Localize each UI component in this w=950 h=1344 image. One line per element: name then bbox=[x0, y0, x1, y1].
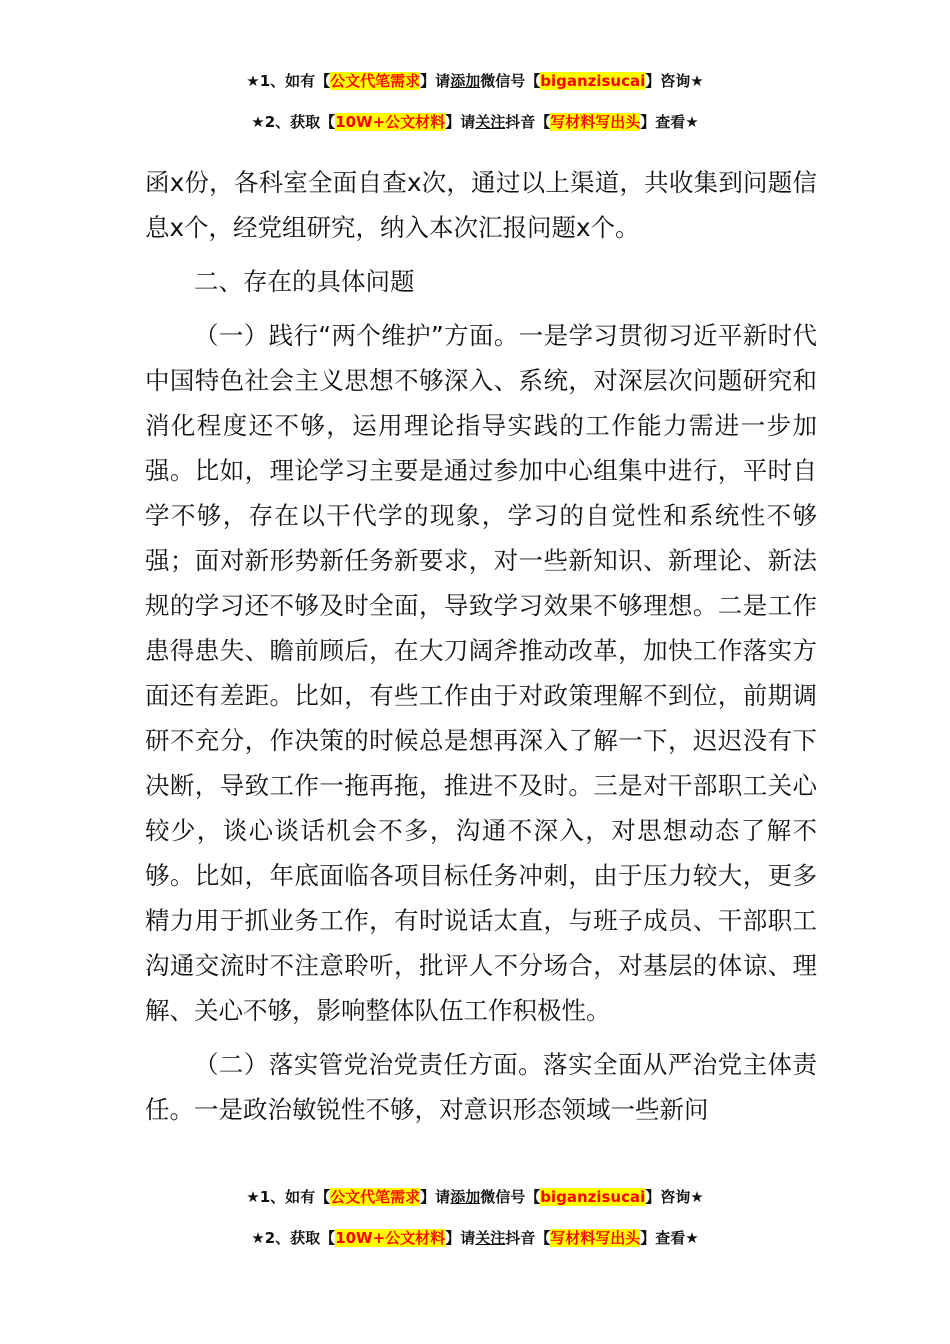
underlined-text: 添加 bbox=[450, 72, 481, 90]
paragraph-continuation: 函x份，各科室全面自查x次，通过以上渠道，共收集到问题信息x个，经党组研究，纳入本次汇报问题x个。 bbox=[145, 168, 817, 242]
paragraph-party-governance: （二）落实管党治党责任方面。落实全面从严治党主体责任。一是政治敏锐性不够，对意识形态领域一些新问 bbox=[145, 1050, 817, 1124]
highlight-text: 公文代笔需求 bbox=[330, 72, 421, 90]
document-body bbox=[145, 160, 817, 1132]
banner-text: 】查看★ bbox=[640, 113, 699, 131]
banner-text: 】请 bbox=[445, 1229, 476, 1247]
highlight-text: 10W+公文材料 bbox=[335, 1229, 446, 1247]
banner-text: 】请 bbox=[420, 1188, 451, 1206]
promo-banner-top-1 bbox=[0, 70, 950, 92]
banner-text: ★2、获取【 bbox=[251, 1229, 336, 1247]
underlined-text: 添加 bbox=[450, 1188, 481, 1206]
banner-text: 】请 bbox=[420, 72, 451, 90]
banner-text: 抖音【 bbox=[505, 113, 551, 131]
underlined-text: 关注 bbox=[475, 113, 506, 131]
highlight-text: 写材料写出头 bbox=[550, 1229, 641, 1247]
section-heading: 二、存在的具体问题 bbox=[194, 267, 415, 296]
banner-text: 微信号【 bbox=[480, 72, 541, 90]
underlined-text: 关注 bbox=[475, 1229, 506, 1247]
banner-text: ★1、如有【 bbox=[246, 72, 331, 90]
banner-text: 】请 bbox=[445, 113, 476, 131]
highlight-text: 10W+公文材料 bbox=[335, 113, 446, 131]
banner-text: 抖音【 bbox=[505, 1229, 551, 1247]
banner-text: 】查看★ bbox=[640, 1229, 699, 1247]
banner-text: ★2、获取【 bbox=[251, 113, 336, 131]
promo-banner-bottom-1 bbox=[0, 1186, 950, 1208]
highlight-text: 公文代笔需求 bbox=[330, 1188, 421, 1206]
highlight-text: biganzisucai bbox=[540, 72, 646, 90]
banner-text: 】咨询★ bbox=[645, 72, 704, 90]
banner-text: ★1、如有【 bbox=[246, 1188, 331, 1206]
paragraph-two-maintenances: （一）践行“两个维护”方面。一是学习贯彻习近平新时代中国特色社会主义思想不够深入、系统，对深层次问题研究和消化程度还不够，运用理论指导实践的工作能力需进一步加强。比如，理论学习主要是通过参加中心组集中进行，平时自学不够，存在以干代学的现象，学习的自觉性和系统性不够强；面对新形势新任务新要求，对一些新知识、新理论、新法规的学习还不够及时全面，导致学习效果不够理想。二是工作患得患失、瞻前顾后，在大刀阔斧推动改革，加快工作落实方面还有差距。比如，有些工作由于对政策理解不到位，前期调研不充分，作决策的时候总是想再深入了解一下，迟迟没有下决断，导致工作一拖再拖，推进不及时。三是对干部职工关心较少，谈心谈话机会不多，沟通不深入，对思想动态了解不够。比如，年底面临各项目标任务冲刺，由于压力较大，更多精力用于抓业务工作，有时说话太直，与班子成员、干部职工沟通交流时不注意聆听，批评人不分场合，对基层的体谅、理解、关心不够，影响整体队伍工作积极性。 bbox=[145, 321, 817, 1025]
banner-text: 】咨询★ bbox=[645, 1188, 704, 1206]
promo-banner-top-2 bbox=[0, 111, 950, 133]
highlight-text: 写材料写出头 bbox=[550, 113, 641, 131]
highlight-text: biganzisucai bbox=[540, 1188, 646, 1206]
promo-banner-bottom-2 bbox=[0, 1227, 950, 1249]
banner-text: 微信号【 bbox=[480, 1188, 541, 1206]
